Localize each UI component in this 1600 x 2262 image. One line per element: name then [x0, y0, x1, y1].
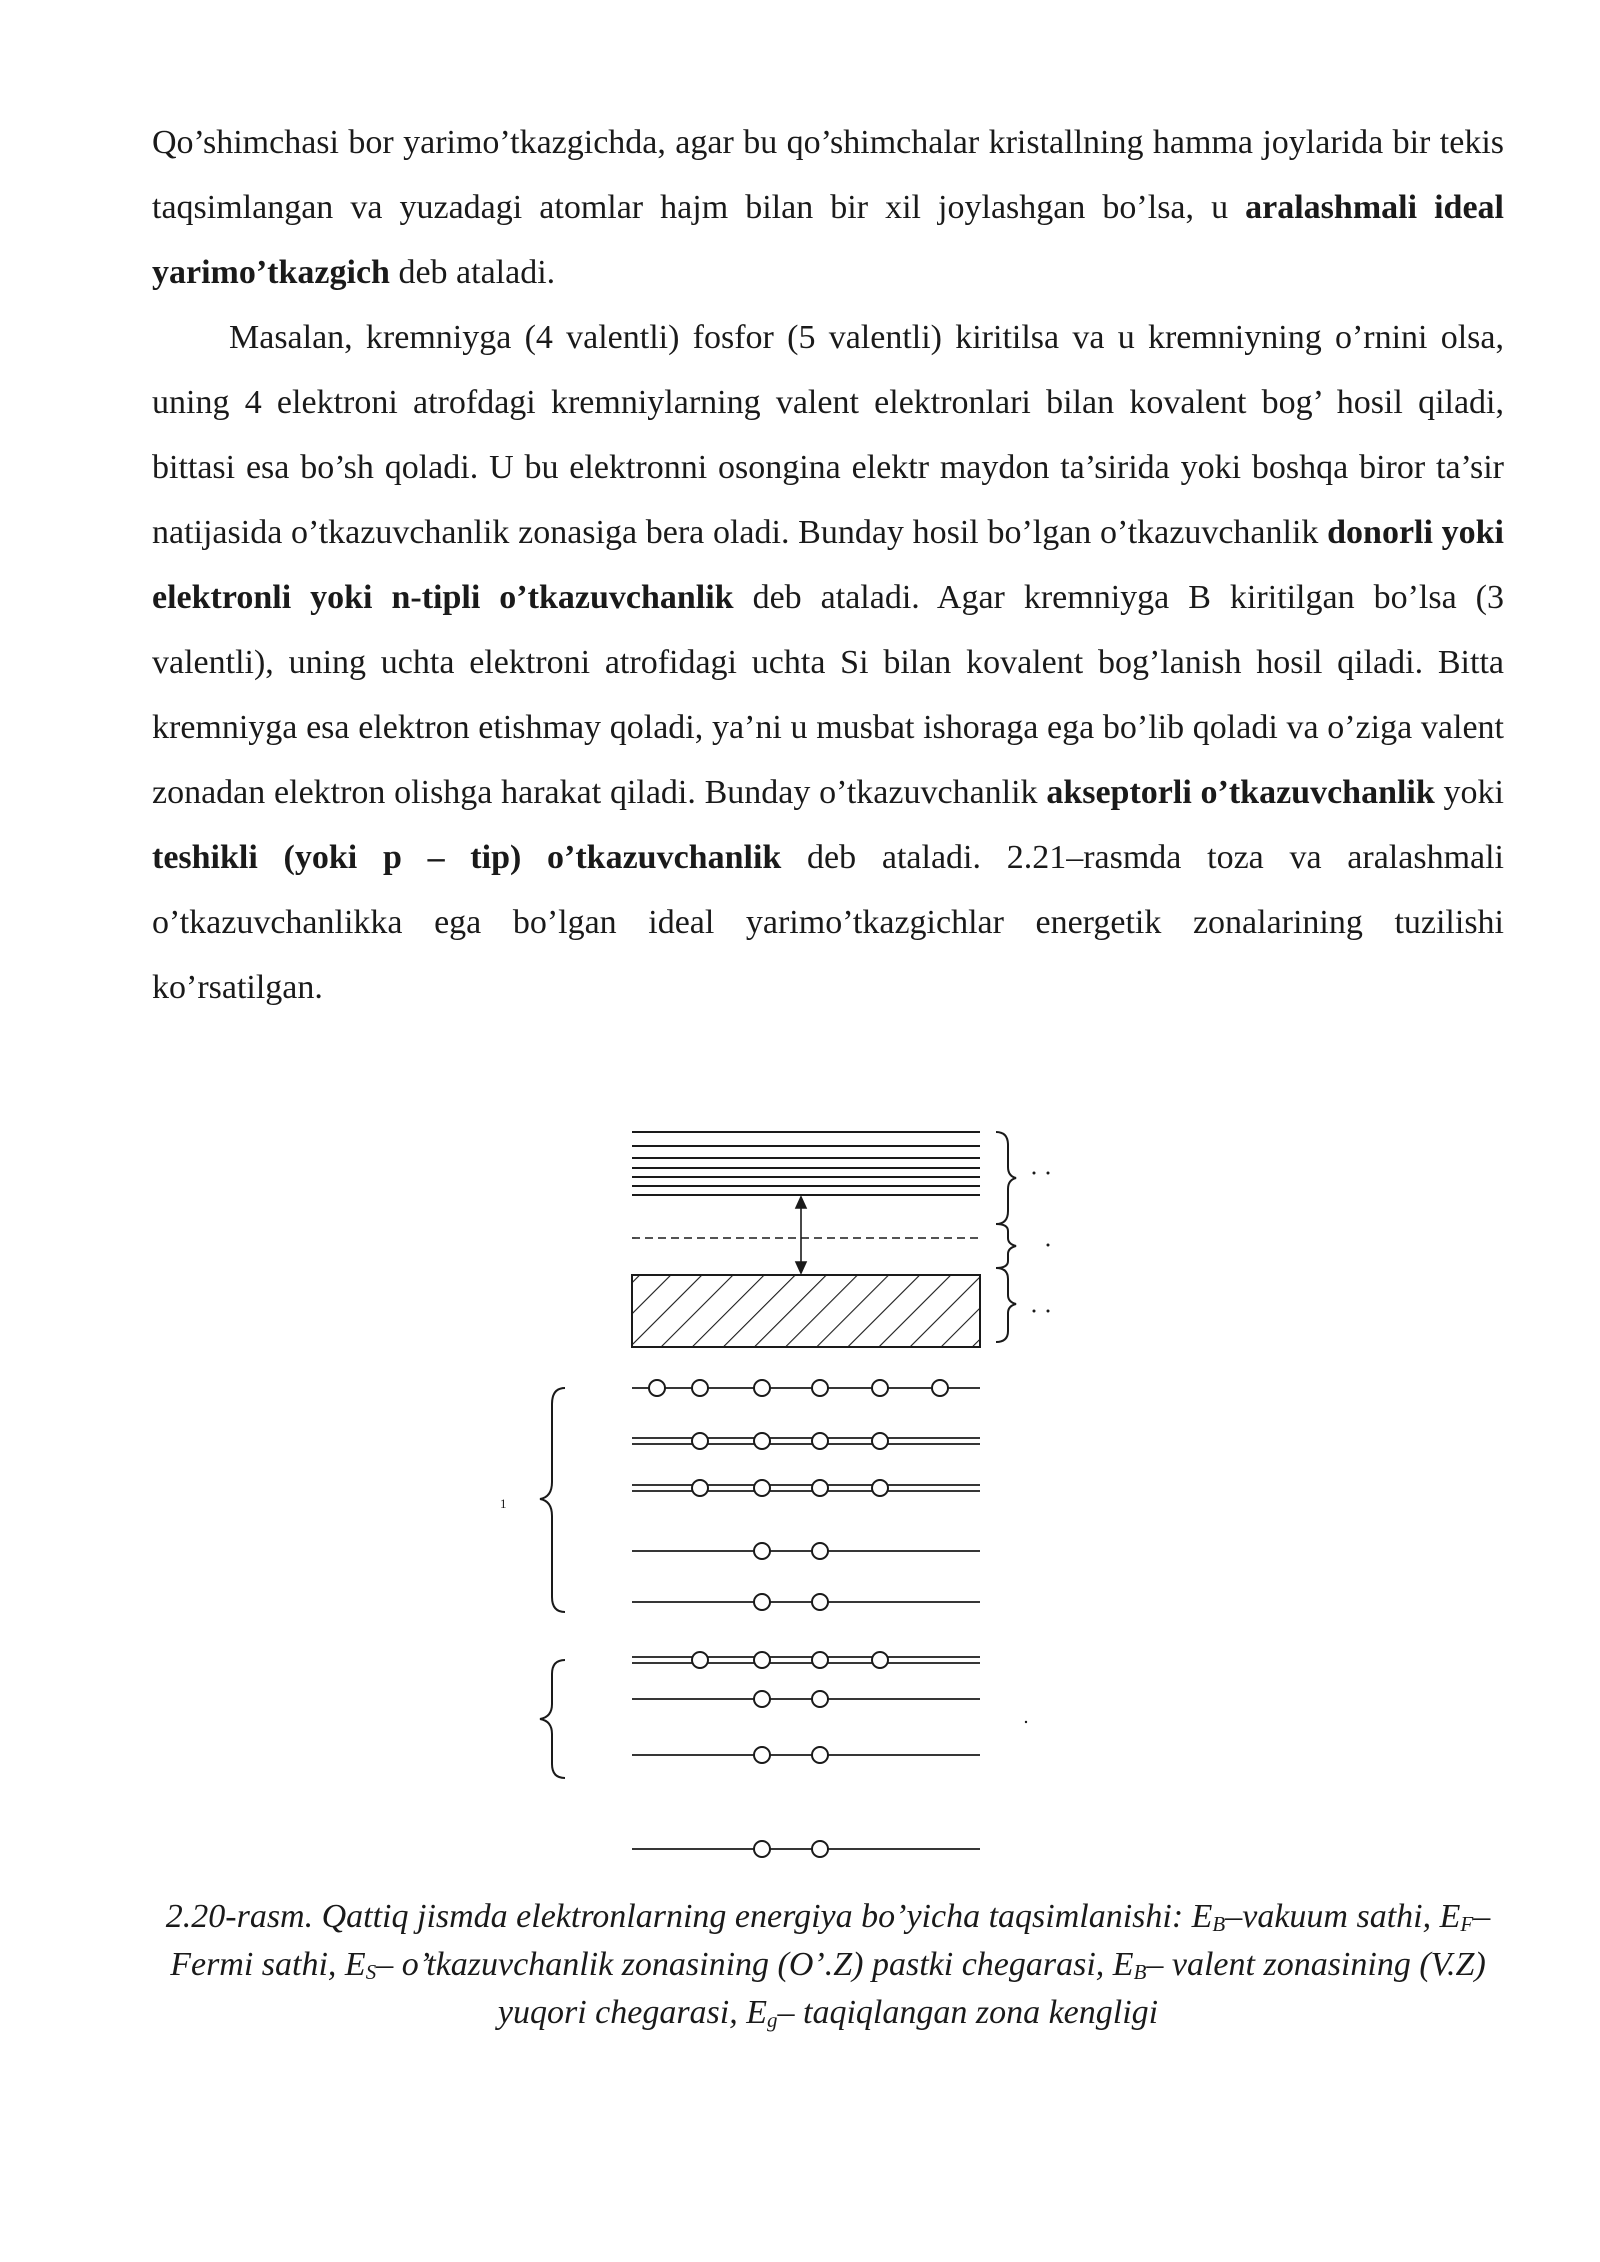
lower-level-1-electron-0 [754, 1691, 770, 1707]
conduction-band-lines [632, 1132, 980, 1195]
upper-level-1-electron-1 [754, 1433, 770, 1449]
upper-level-2-electron-3 [872, 1480, 888, 1496]
upper-level-0-electron-3 [812, 1380, 828, 1396]
upper-level-2-electron-0 [692, 1480, 708, 1496]
upper-level-0-electron-4 [872, 1380, 888, 1396]
electron-levels [632, 1380, 980, 1857]
band-gap-arrow [796, 1197, 806, 1273]
upper-level-2-electron-1 [754, 1480, 770, 1496]
caption-sub-2: F [1460, 1912, 1474, 1936]
p1-bold-term: aralashmali ideal yarimo’tkazgich [152, 189, 1504, 291]
upper-level-0-electron-0 [649, 1380, 665, 1396]
p2-text-2: deb ataladi. Agar kremniyga B kiritilgan bo’lsa (3 valentli), uning uchta elektroni atrofidagi uchta Si bilan kovalent bog’lanish hosil qiladi. Bitta kremniyga esa elektron etishmay qoladi, ya’ni u musbat ishoraga ega bo’lib qoladi va o’ziga valent zonadan elektron olishga harakat qiladi. Bunday o’tkazuvchanlik [152, 579, 1504, 811]
lower-level-0-electron-1 [754, 1652, 770, 1668]
caption-sub-1: B [1212, 1912, 1226, 1936]
paragraph-1 [152, 110, 1504, 305]
left-braces [540, 1388, 565, 1778]
lower-level-3-electron-1 [812, 1841, 828, 1857]
figure-caption [150, 1893, 1506, 2037]
p2-bold-hole: teshikli (yoki p – tip) o’tkazuvchanlik [152, 839, 782, 876]
lower-level-2-electron-0 [754, 1747, 770, 1763]
upper-level-4-electron-0 [754, 1594, 770, 1610]
caption-sub-3: S [365, 1960, 377, 1984]
caption-text-4: – o’tkazuvchanlik zonasining (O’.Z) pastki chegarasi, E [376, 1946, 1134, 1983]
lower-level-0-electron-3 [872, 1652, 888, 1668]
caption-text-2: –vakuum sathi, E [1225, 1898, 1461, 1935]
valence-band-hatched [632, 1275, 980, 1347]
caption-text-5: – valent zonasining (V.Z) yuqori chegarasi, E [497, 1946, 1486, 2031]
p2-text-4: deb ataladi. 2.21–rasmda toza va aralashmali o’tkazuvchanlikka ega bo’lgan ideal yarimo’tkazgichlar energetik zonalarining tuzilishi ko’rsatilgan. [152, 839, 1504, 1006]
caption-text-6: – taqiqlangan zona kengligi [777, 1994, 1159, 2031]
p2-text-3: yoki [1434, 774, 1504, 811]
upper-level-1-electron-3 [872, 1433, 888, 1449]
lower-level-3-electron-0 [754, 1841, 770, 1857]
p1-text-2: deb ataladi. [389, 254, 556, 291]
lower-level-2-electron-1 [812, 1747, 828, 1763]
lower-level-1-electron-1 [812, 1691, 828, 1707]
lower-level-0-electron-2 [812, 1652, 828, 1668]
upper-level-3-electron-1 [812, 1543, 828, 1559]
caption-sub-4: B [1133, 1960, 1147, 1984]
upper-level-0-electron-1 [692, 1380, 708, 1396]
p1-text-1: Qo’shimchasi bor yarimo’tkazgichda, agar bu qo’shimchalar kristallning hamma joylarida bir tekis taqsimlangan va yuzadagi atomlar hajm bilan bir xil joylashgan bo’lsa, u [152, 124, 1504, 226]
upper-level-0-electron-5 [932, 1380, 948, 1396]
caption-text-1: 2.20-rasm. Qattiq jismda elektronlarning energiya bo’yicha taqsimlanishi: E [165, 1898, 1213, 1935]
label-1: 1 [500, 1496, 507, 1511]
caption-text-3: –Fermi sathi, E [170, 1898, 1491, 1983]
paragraph-2 [152, 305, 1504, 1020]
caption-sub-5: g [767, 2008, 778, 2032]
p2-bold-acceptor: akseptorli o’tkazuvchanlik [1046, 774, 1435, 811]
upper-level-0-electron-2 [754, 1380, 770, 1396]
p2-text-1: Masalan, kremniyga (4 valentli) fosfor (5 valentli) kiritilsa va u kremniyning o’rnini olsa, uning 4 elektroni atrofdagi kremniylarning valent elektronlari bilan kovalent bog’ hosil qiladi, bittasi esa bo’sh qoladi. U bu elektronni osongina elektr maydon ta’sirida yoki boshqa biror ta’sir natijasida o’tkazuvchanlik zonasiga bera oladi. Bunday hosil bo’lgan o’tkazuvchanlik [152, 319, 1504, 551]
upper-level-3-electron-0 [754, 1543, 770, 1559]
upper-level-1-electron-0 [692, 1433, 708, 1449]
p2-bold-donor: donorli yoki elektronli yoki n-tipli o’tkazuvchanlik [152, 514, 1504, 616]
upper-level-1-electron-2 [812, 1433, 828, 1449]
right-braces [996, 1132, 1016, 1342]
upper-level-2-electron-2 [812, 1480, 828, 1496]
right-brace-marks [1025, 1172, 1050, 1724]
lower-level-0-electron-0 [692, 1652, 708, 1668]
body-text [152, 110, 1504, 1020]
energy-band-figure [0, 1105, 1600, 1885]
upper-level-4-electron-1 [812, 1594, 828, 1610]
